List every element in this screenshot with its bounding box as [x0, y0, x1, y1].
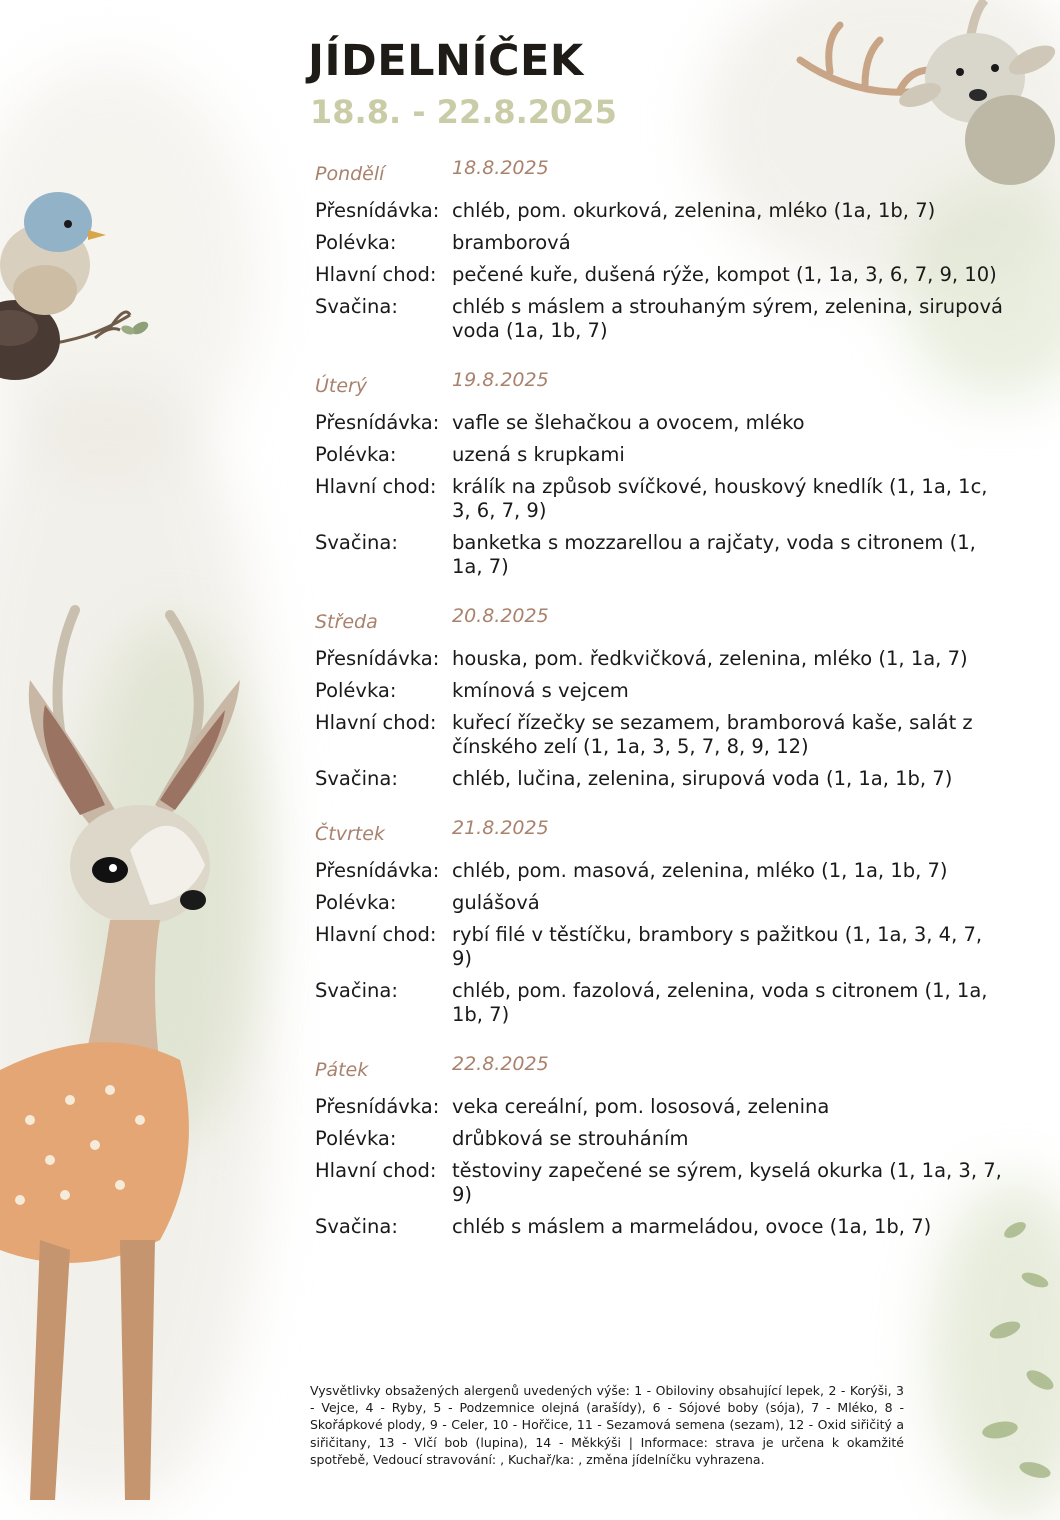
meal-value: chléb s máslem a strouhaným sýrem, zelenina, sirupová voda (1a, 1b, 7): [452, 295, 1003, 342]
day-date: 20.8.2025: [452, 605, 549, 627]
meal-label: Svačina:: [315, 767, 398, 790]
meal-label: Hlavní chod:: [315, 711, 437, 734]
day-date: 22.8.2025: [452, 1053, 549, 1075]
meal-row: [315, 1215, 1005, 1239]
meal-value: gulášová: [452, 891, 540, 914]
meal-row: [315, 475, 1005, 523]
meal-label: Přesnídávka:: [315, 199, 440, 222]
meal-row: [315, 231, 1005, 255]
day-name: Středa: [315, 611, 378, 633]
day-name: Pondělí: [315, 163, 385, 185]
meal-label: Přesnídávka:: [315, 647, 440, 670]
meal-label: Polévka:: [315, 1127, 397, 1150]
meal-label: Svačina:: [315, 531, 398, 554]
meal-value: těstoviny zapečené se sýrem, kyselá okurka (1, 1a, 3, 7, 9): [452, 1159, 1002, 1206]
allergen-legend: Vysvětlivky obsažených alergenů uvedených výše: 1 - Obiloviny obsahující lepek, 2 - Korýši, 3 - Vejce, 4 - Ryby, 5 - Podzemnice olejná (arašídy), 6 - Sójové boby (sója), 7 - Mléko, 8 - Skořápkové plody, 9 - Celer, 10 - Hořčice, 11 - Sezamová semena (sezam), 12 - Oxid siřičitý a siřičitany, 13 - Vlčí bob (lupina), 14 - Měkkýši | Informace: strava je určena k okamžité spotřebě, Vedoucí stravování: , Kuchař/ka: , změna jídelníčku vyhrazena.: [310, 1382, 904, 1468]
meal-label: Hlavní chod:: [315, 475, 437, 498]
meal-row: [315, 199, 1005, 223]
date-range: 18.8. - 22.8.2025: [310, 93, 617, 131]
meal-value: chléb, pom. fazolová, zelenina, voda s citronem (1, 1a, 1b, 7): [452, 979, 988, 1026]
meal-value: chléb, pom. masová, zelenina, mléko (1, 1a, 1b, 7): [452, 859, 948, 882]
meal-value: rybí filé v těstíčku, brambory s pažitkou (1, 1a, 3, 4, 7, 9): [452, 923, 983, 970]
meal-value: kmínová s vejcem: [452, 679, 629, 702]
meal-label: Přesnídávka:: [315, 859, 440, 882]
meal-row: [315, 767, 1005, 791]
meal-row: [315, 679, 1005, 703]
meal-row: [315, 1095, 1005, 1119]
meal-row: [315, 443, 1005, 467]
day-section-monday: [315, 155, 1005, 343]
meal-row: [315, 979, 1005, 1027]
bird-illustration: [0, 180, 170, 380]
meal-value: chléb, pom. okurková, zelenina, mléko (1a, 1b, 7): [452, 199, 936, 222]
day-name: Úterý: [315, 375, 368, 397]
meal-label: Svačina:: [315, 295, 398, 318]
meal-label: Hlavní chod:: [315, 263, 437, 286]
meal-value: houska, pom. ředkvičková, zelenina, mléko (1, 1a, 7): [452, 647, 968, 670]
meal-label: Polévka:: [315, 443, 397, 466]
meal-row: [315, 859, 1005, 883]
day-name: Čtvrtek: [315, 823, 385, 845]
meal-row: [315, 411, 1005, 435]
day-section-wednesday: [315, 603, 1005, 791]
day-date: 21.8.2025: [452, 817, 549, 839]
day-date: 18.8.2025: [452, 157, 549, 179]
meal-value: banketka s mozzarellou a rajčaty, voda s citronem (1, 1a, 7): [452, 531, 976, 578]
day-section-tuesday: [315, 367, 1005, 579]
meal-value: chléb, lučina, zelenina, sirupová voda (1, 1a, 1b, 7): [452, 767, 953, 790]
day-date: 19.8.2025: [452, 369, 549, 391]
meal-label: Svačina:: [315, 1215, 398, 1238]
deer-illustration: [0, 600, 260, 1500]
day-section-thursday: [315, 815, 1005, 1027]
meal-value: bramborová: [452, 231, 571, 254]
meal-row: [315, 1127, 1005, 1151]
weekly-menu: [315, 155, 1005, 1263]
meal-value: veka cereální, pom. lososová, zelenina: [452, 1095, 830, 1118]
meal-value: chléb s máslem a marmeládou, ovoce (1a, 1b, 7): [452, 1215, 932, 1238]
meal-label: Přesnídávka:: [315, 1095, 440, 1118]
meal-label: Přesnídávka:: [315, 411, 440, 434]
meal-row: [315, 1159, 1005, 1207]
meal-value: pečené kuře, dušená rýže, kompot (1, 1a, 3, 6, 7, 9, 10): [452, 263, 997, 286]
meal-label: Svačina:: [315, 979, 398, 1002]
meal-row: [315, 263, 1005, 287]
meal-label: Polévka:: [315, 891, 397, 914]
meal-value: drůbková se strouháním: [452, 1127, 689, 1150]
meal-row: [315, 295, 1005, 343]
meal-value: vafle se šlehačkou a ovocem, mléko: [452, 411, 805, 434]
meal-value: uzená s krupkami: [452, 443, 625, 466]
day-section-friday: [315, 1051, 1005, 1239]
meal-label: Polévka:: [315, 679, 397, 702]
meal-value: kuřecí řízečky se sezamem, bramborová kaše, salát z čínského zelí (1, 1a, 3, 5, 7, 8, 9, 12): [452, 711, 973, 758]
meal-label: Hlavní chod:: [315, 1159, 437, 1182]
page-title: JÍDELNÍČEK: [308, 36, 584, 86]
meal-row: [315, 923, 1005, 971]
meal-label: Polévka:: [315, 231, 397, 254]
meal-label: Hlavní chod:: [315, 923, 437, 946]
meal-row: [315, 891, 1005, 915]
meal-row: [315, 647, 1005, 671]
meal-row: [315, 711, 1005, 759]
day-name: Pátek: [315, 1059, 369, 1081]
meal-row: [315, 531, 1005, 579]
meal-value: králík na způsob svíčkové, houskový knedlík (1, 1a, 1c, 3, 6, 7, 9): [452, 475, 988, 522]
